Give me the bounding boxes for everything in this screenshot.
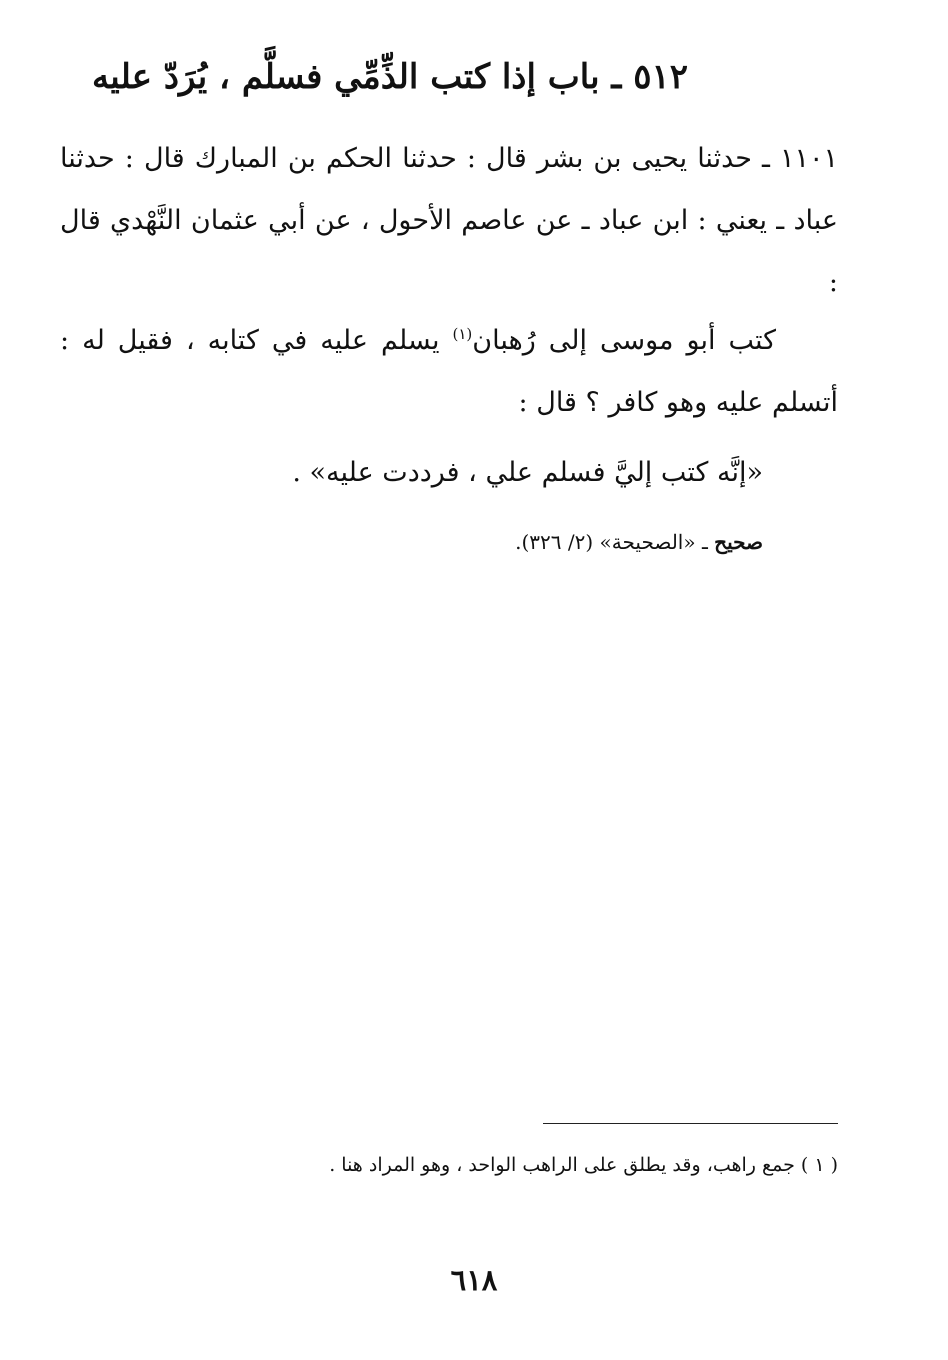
page-number: ٦١٨ xyxy=(450,1263,498,1297)
matn-text-end: يسلم عليه في كتابه ، فقيل له : أتسلم عليه وهو كافر ؟ قال : xyxy=(60,325,838,418)
grading-label: صحيح xyxy=(714,530,763,554)
footnote-reference: (١) xyxy=(452,325,473,343)
hadith-quote: «إنَّه كتب إليَّ فسلم علي ، فرددت عليه» . xyxy=(292,457,763,488)
footnote: ( ١ ) جمع راهب، وقد يطلق على الراهب الواحد ، وهو المراد هنا . xyxy=(329,1154,838,1176)
chapter-title: ٥١٢ ـ باب إذا كتب الذِّمِّي فسلَّم ، يُرَدّ عليه xyxy=(91,57,688,97)
footnote-divider xyxy=(543,1123,838,1124)
matn-text-start: كتب أبو موسى إلى رُهبان xyxy=(472,325,776,356)
hadith-isnad: ١١٠١ ـ حدثنا يحيى بن بشر قال : حدثنا الحكم بن المبارك قال : حدثنا عباد ـ يعني : ابن عباد ـ عن عاصم الأحول ، عن أبي عثمان النَّهْدي قال : xyxy=(60,143,838,298)
grading-source: ـ «الصحيحة» (٢/ ٣٢٦). xyxy=(515,530,715,554)
hadith-matn xyxy=(60,310,838,434)
hadith-grading xyxy=(120,522,763,562)
